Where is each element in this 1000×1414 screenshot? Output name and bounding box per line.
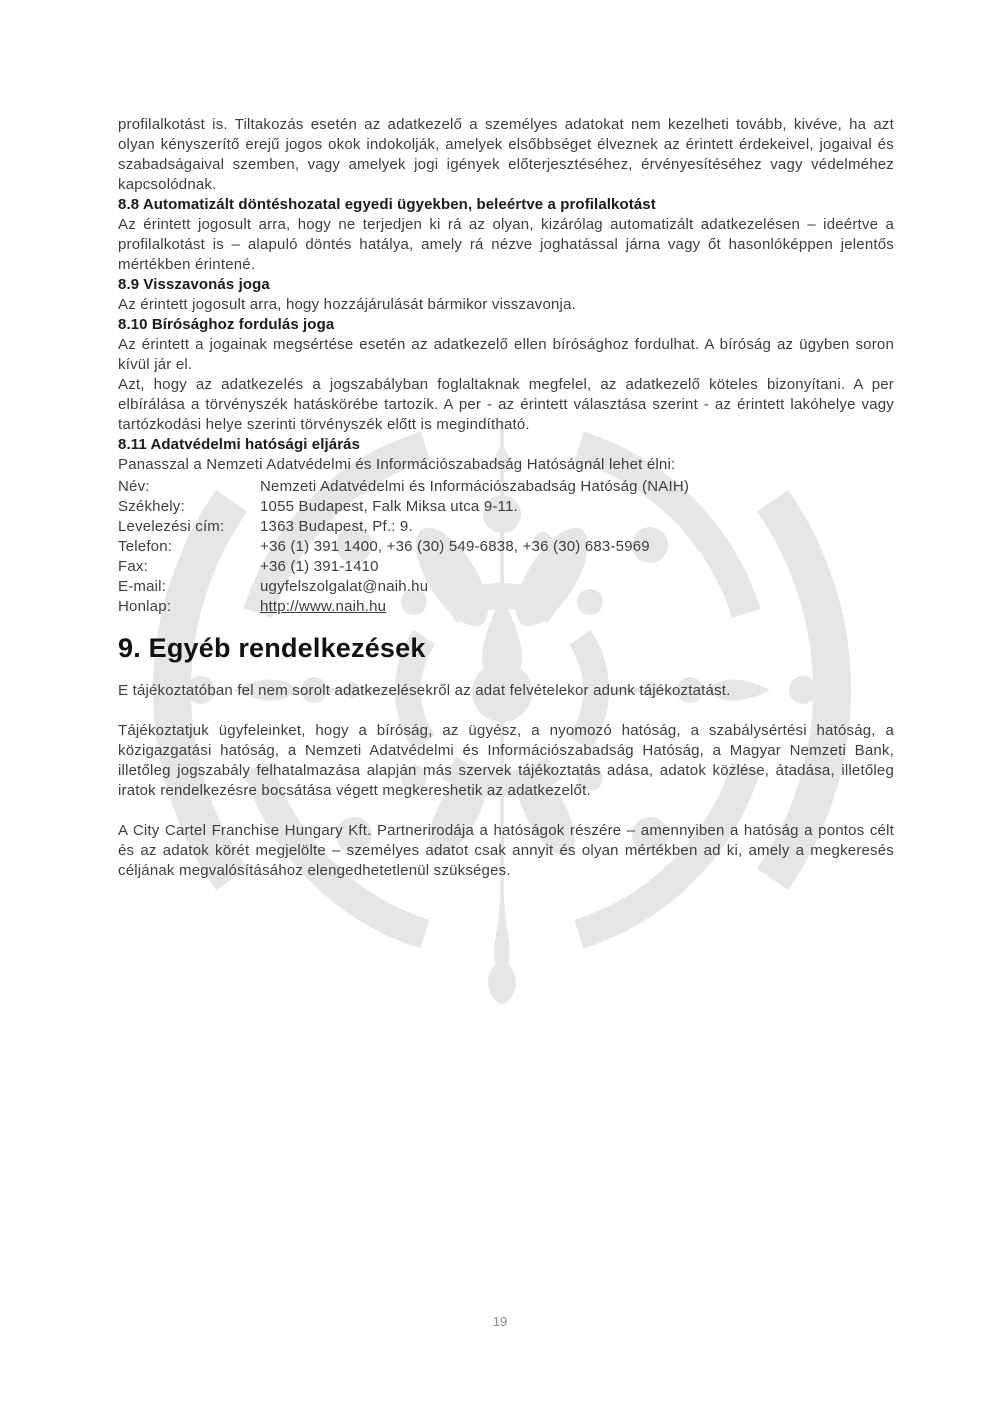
- contact-row-fax: [118, 557, 894, 577]
- document-body: [118, 0, 894, 881]
- section-8-10-paragraph: Azt, hogy az adatkezelés a jogszabályban foglaltaknak megfelel, az adatkezelő köteles bizonyítani. A per elbírálása a törvényszék hatáskörébe tartozik. A per - az érintett választása szerint - az érintett lakóhelye vagy tartózkodási helye szerinti törvényszék előtt is megindítható.: [118, 376, 894, 433]
- section-8-10-paragraph: Az érintett a jogainak megsértése esetén az adatkezelő ellen bírósághoz fordulhat. A bíróság az ügyben soron kívül jár el.: [118, 336, 894, 373]
- contact-value: ugyfelszolgalat@naih.hu: [260, 578, 429, 595]
- section-heading-8-8: 8.8 Automatizált döntéshozatal egyedi ügyekben, beleértve a profilalkotást: [118, 196, 656, 213]
- authority-contact-list: [118, 477, 894, 617]
- contact-value: Nemzeti Adatvédelmi és Információszabadság Hatóság (NAIH): [260, 478, 690, 495]
- chapter-heading-9: 9. Egyéb rendelkezések: [118, 633, 426, 663]
- contact-row-name: [118, 477, 894, 497]
- contact-label: Honlap:: [118, 598, 172, 615]
- contact-value: 1055 Budapest, Falk Miksa utca 9-11.: [260, 498, 518, 515]
- section-8-8-paragraph: Az érintett jogosult arra, hogy ne terjedjen ki rá az olyan, kizárólag automatizált adatkezelésen – ideértve a profilalkotást is – alapuló döntés hatálya, amely rá nézve joghatással járna vagy őt hasonlóképpen jelentős mértékben érintené.: [118, 216, 894, 273]
- section-8-9-paragraph: Az érintett jogosult arra, hogy hozzájárulását bármikor visszavonja.: [118, 296, 576, 313]
- section-heading-8-9: 8.9 Visszavonás joga: [118, 276, 270, 293]
- contact-label: Levelezési cím:: [118, 518, 225, 535]
- chapter-9-paragraph: E tájékoztatóban fel nem sorolt adatkezelésekről az adat felvételekor adunk tájékoztatást.: [118, 682, 731, 699]
- paragraph-continuation: profilalkotást is. Tiltakozás esetén az adatkezelő a személyes adatokat nem kezelheti tovább, kivéve, ha azt olyan kényszerítő erejű jogos okok indokolják, amelyek elsőbbséget élveznek az érintett érdekeivel, jogaival és szabadságaival szemben, vagy amelyek jogi igények előterjesztéséhez, érvényesítéséhez vagy védelméhez kapcsolódnak.: [118, 116, 894, 193]
- contact-row-phone: [118, 537, 894, 557]
- contact-row-mailing-address: [118, 517, 894, 537]
- section-heading-8-11: 8.11 Adatvédelmi hatósági eljárás: [118, 436, 361, 453]
- page-number: 19: [492, 1314, 508, 1329]
- chapter-9-paragraph: Tájékoztatjuk ügyfeleinket, hogy a bíróság, az ügyész, a nyomozó hatóság, a szabálysértési hatóság, a közigazgatási hatóság, a Nemzeti Adatvédelmi és Információszabadság Hatóság, a Magyar Nemzeti Bank, illetőleg jogszabály felhatalmazása alapján más szervek tájékoztatás adása, adatok közlése, átadása, illetőleg iratok rendelkezésre bocsátása végett megkereshetik az adatkezelőt.: [118, 722, 894, 799]
- contact-value: +36 (1) 391-1410: [260, 558, 379, 575]
- naih-website-link[interactable]: http://www.naih.hu: [260, 598, 387, 615]
- contact-row-website: [118, 597, 894, 617]
- chapter-9-paragraph: A City Cartel Franchise Hungary Kft. Partnerirodája a hatóságok részére – amennyiben a hatóság a pontos célt és az adatok körét megjelölte – személyes adatot csak annyit és olyan mértékben ad ki, amely a megkeresés céljának megvalósításához elengedhetetlenül szükséges.: [118, 822, 894, 879]
- contact-value: +36 (1) 391 1400, +36 (30) 549-6838, +36 (30) 683-5969: [260, 538, 650, 555]
- contact-row-email: [118, 577, 894, 597]
- contact-label: Fax:: [118, 558, 148, 575]
- contact-row-address: [118, 497, 894, 517]
- contact-label: Telefon:: [118, 538, 173, 555]
- contact-value: 1363 Budapest, Pf.: 9.: [260, 518, 413, 535]
- contact-label: Székhely:: [118, 498, 185, 515]
- section-8-11-paragraph: Panasszal a Nemzeti Adatvédelmi és Információszabadság Hatóságnál lehet élni:: [118, 456, 676, 473]
- section-heading-8-10: 8.10 Bírósághoz fordulás joga: [118, 316, 335, 333]
- contact-label: Név:: [118, 478, 150, 495]
- contact-label: E-mail:: [118, 578, 167, 595]
